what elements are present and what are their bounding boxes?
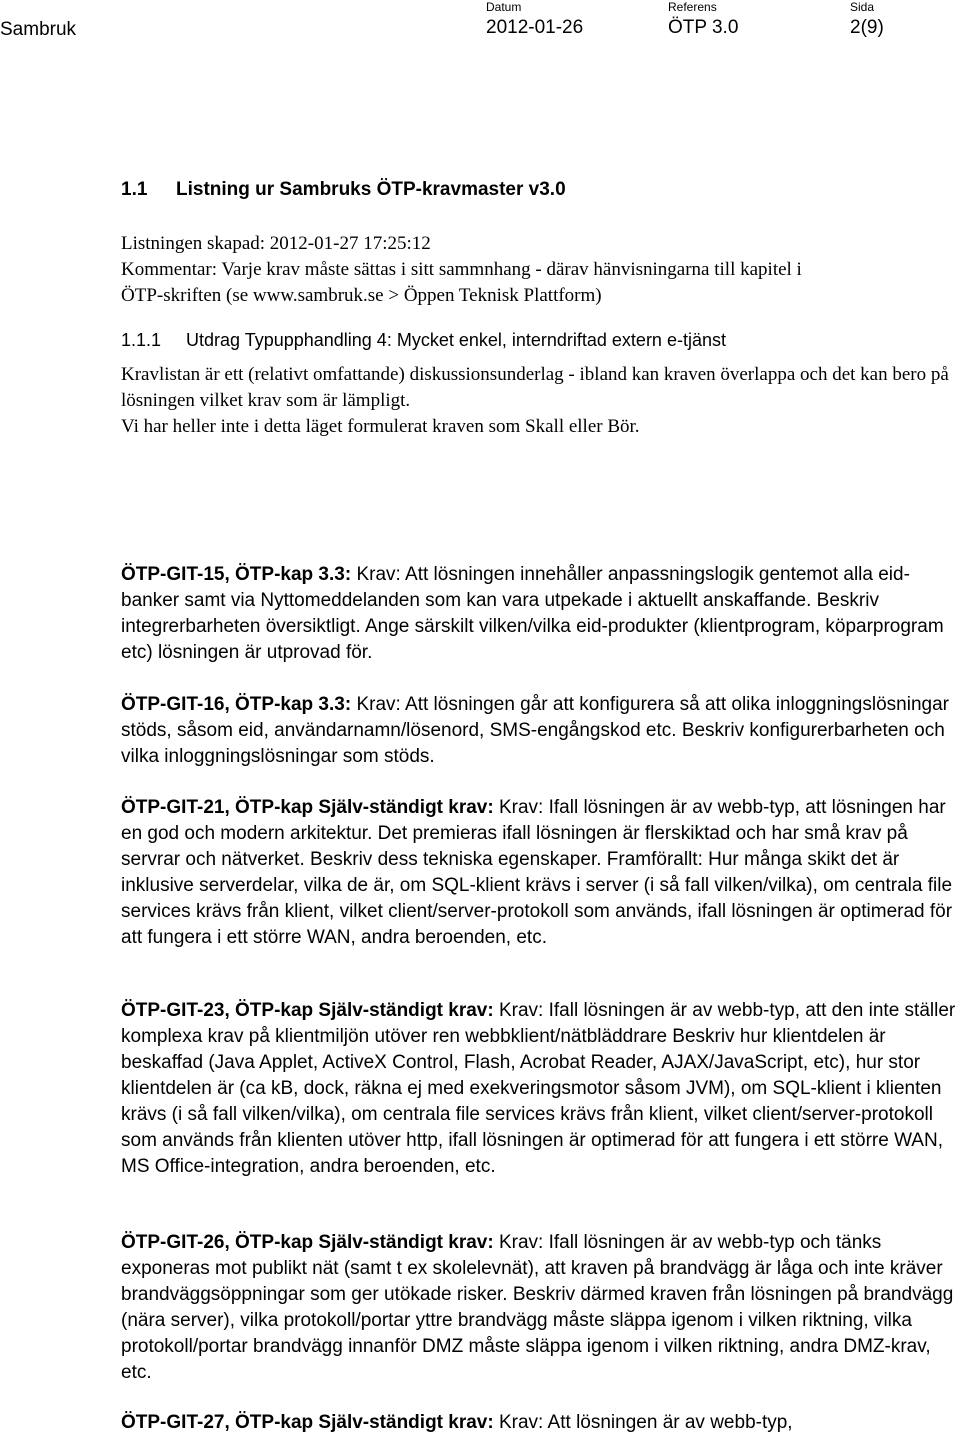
requirement-text: Krav: Att lösningen är av webb-typ, [493,1412,793,1433]
intro-paragraph: Kravlistan är ett (relativt omfattande) diskussionsunderlag - ibland kan kraven överlappa och det kan bero på lösningen vilket krav som är lämpligt. [121,364,949,411]
requirement-text: Krav: Ifall lösningen är av webb-typ, att den inte ställer komplexa krav på klientmiljön utöver ren webbklient/nätbläddrare Beskriv hur klientdelen är beskaffad (Java Applet, ActiveX Control, Flash, Acrobat Reader, AJAX/JavaScript, etc), hur stor klientdelen är (ca kB, dock, räkna ej med exekveringsmotor såsom JVM), om SQL-klient i klienten krävs (i så fall vilken/vilka), om centrala file services krävs från klient, vilket client/server-protokoll som används från klienten utöver http, ifall lösningen är optimerad för att fungera i ett större WAN, MS Office-integration, andra beroenden, etc. [121,1000,956,1177]
intro-text [121,362,956,440]
requirement-id: ÖTP-GIT-16, ÖTP-kap 3.3: [121,694,352,715]
subsection-heading [121,328,726,352]
requirement-text: Krav: Ifall lösningen är av webb-typ, att lösningen har en god och modern arkitektur. Det premieras ifall lösningen är flerskiktad och har små krav på servrar och nätverket. Beskriv dess tekniska egenskaper. Framförallt: Hur många skikt det är inklusive serverdelar, vilka de är, om SQL-klient krävs i server (i så fall vilken/vilka), om centrala file services krävs från klient, vilket client/server-protokoll som används, ifall lösningen är optimerad för att fungera i ett större WAN, andra beroenden, etc. [121,797,953,948]
meta-created: Listningen skapad: 2012-01-27 17:25:12 [121,233,431,254]
header-reference [668,0,738,42]
page-number: 2(9) [850,17,884,38]
requirement-item [121,1410,956,1436]
date-label: Datum [486,0,522,14]
requirement-item [121,692,956,770]
requirement-id: ÖTP-GIT-26, ÖTP-kap Själv-ständigt krav: [121,1232,494,1253]
meta-comment: Kommentar: Varje krav måste sättas i sitt sammnhang - därav hänvisningarna till kapitel i [121,259,802,280]
meta-comment-cont: ÖTP-skriften (se www.sambruk.se > Öppen Teknisk Plattform) [121,285,602,306]
requirement-id: ÖTP-GIT-27, ÖTP-kap Själv-ständigt krav: [121,1412,494,1433]
page-label: Sida [850,0,875,14]
requirement-item [121,1230,956,1386]
section-title: Listning ur Sambruks ÖTP-kravmaster v3.0 [176,179,566,200]
reference-label: Referens [668,0,717,14]
requirement-text: Krav: Att lösningen går att konfigurera så att olika inloggningslösningar stöds, såsom eid, användarnamn/lösenord, SMS-engångskod etc. Beskriv konfigurerbarheten och vilka inloggningslösningar som stöds. [121,694,949,767]
subsection-number: 1.1.1 [121,330,162,350]
company-name: Sambruk [0,19,77,40]
requirement-item [121,998,956,1180]
section-heading [121,178,566,202]
section-number: 1.1 [121,179,148,200]
date-value: 2012-01-26 [486,17,584,38]
page-header [0,0,960,46]
header-date [486,0,583,42]
header-page [850,0,884,42]
requirement-text: Krav: Att lösningen innehåller anpassningslogik gentemot alla eid-banker samt via Nyttomeddelanden som kan vara utpekade i aktuellt anskaffande. Beskriv integrerbarheten översiktligt. Ange särskilt vilken/vilka eid-produkter (klientprogram, köparprogram etc) lösningen är utprovad för. [121,564,944,663]
requirement-id: ÖTP-GIT-21, ÖTP-kap Själv-ständigt krav: [121,797,494,818]
requirement-id: ÖTP-GIT-23, ÖTP-kap Själv-ständigt krav: [121,1000,494,1021]
intro-paragraph: Vi har heller inte i detta läget formulerat kraven som Skall eller Bör. [121,416,640,437]
listing-meta [121,231,956,309]
requirement-id: ÖTP-GIT-15, ÖTP-kap 3.3: [121,564,352,585]
reference-value: ÖTP 3.0 [668,17,739,38]
requirement-text: Krav: Ifall lösningen är av webb-typ och tänks exponeras mot publikt nät (samt t ex skolelevnät), att kraven på brandvägg är låga och inte kräver brandväggsöppningar som ger utökade risker. Beskriv därmed kraven från lösningen på brandvägg (nära server), vilka protokoll/portar yttre brandvägg måste släppa igenom i vilken riktning, vilka protokoll/portar brandvägg innanför DMZ måste släppa igenom i vilken riktning, andra DMZ-krav, etc. [121,1232,954,1383]
requirement-item [121,795,956,951]
requirement-item [121,562,956,666]
subsection-title: Utdrag Typupphandling 4: Mycket enkel, interndriftad extern e-tjänst [186,330,726,350]
